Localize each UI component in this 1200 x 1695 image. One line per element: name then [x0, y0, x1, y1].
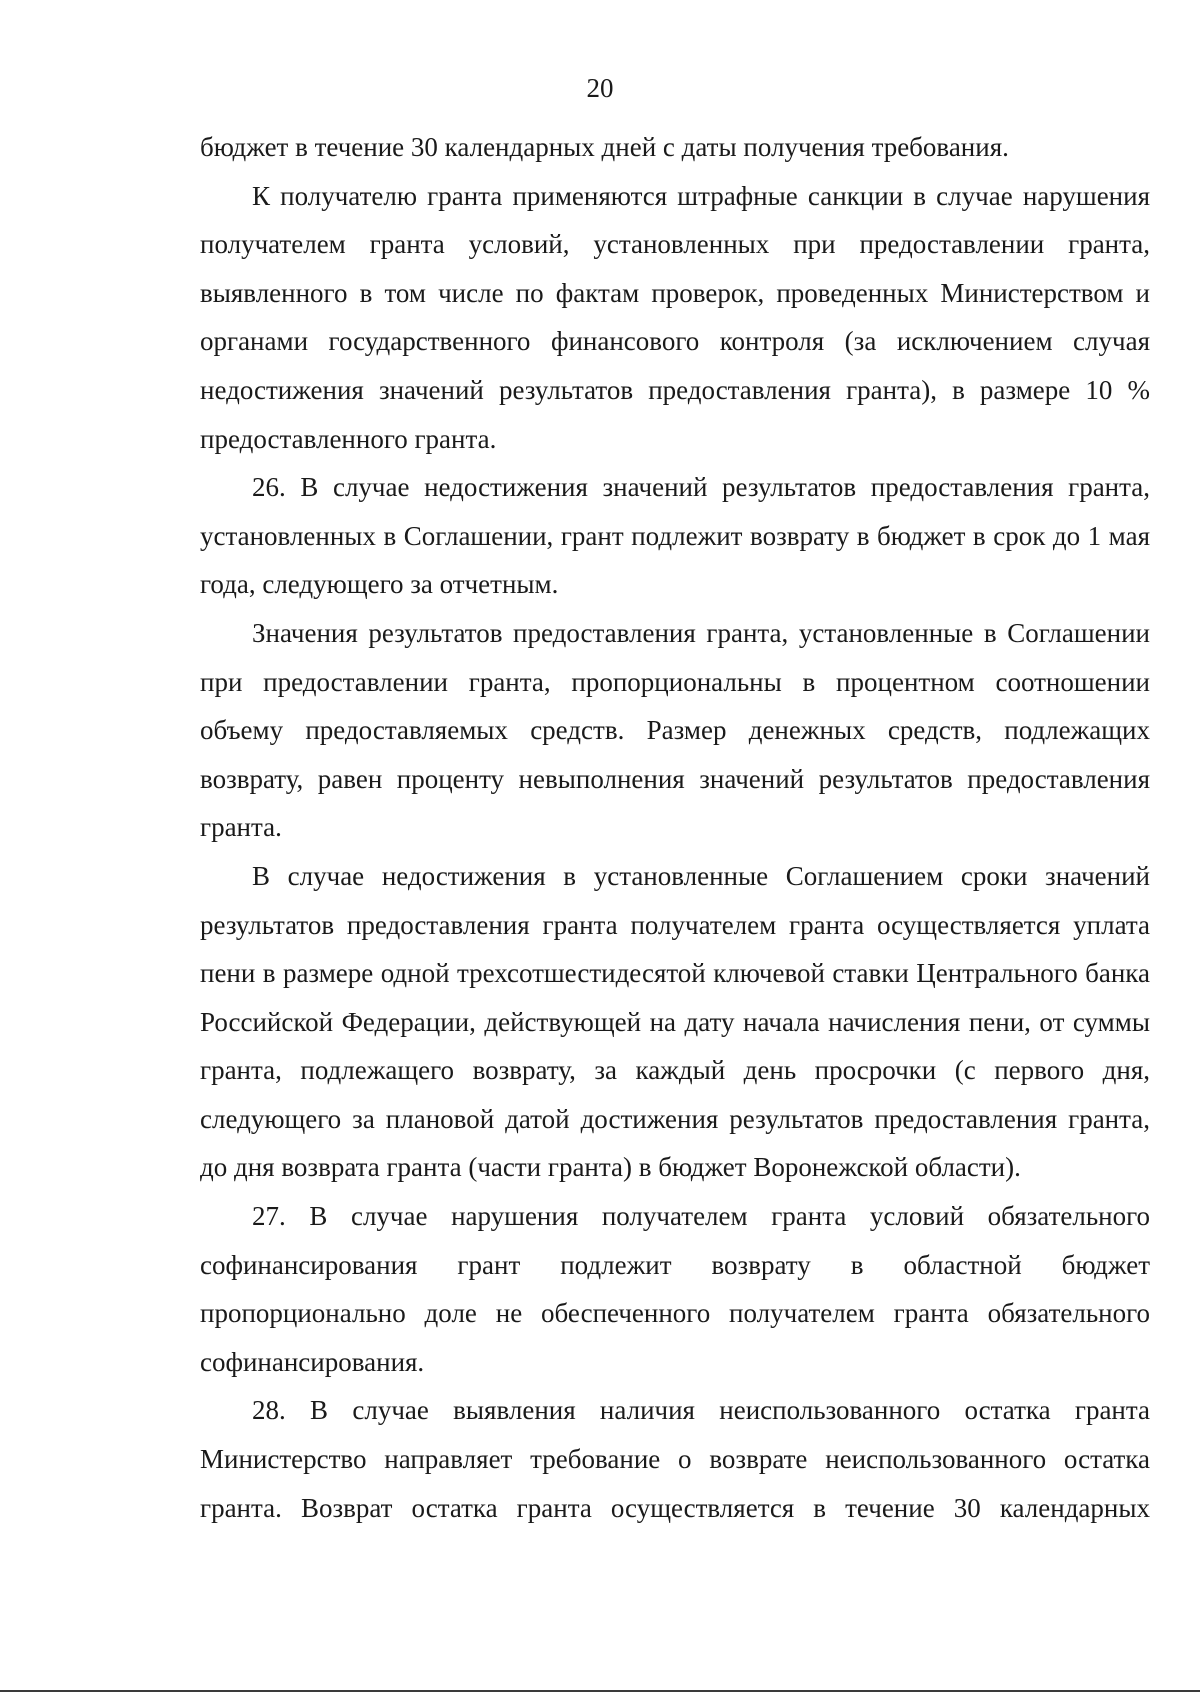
paragraph-26: 26. В случае недостижения значений результатов предоставления гранта, установленных в Соглашении, грант подлежит возврату в бюджет в срок до 1 мая года, следующего за отчетным. [200, 472, 1150, 600]
paragraph-penalty-sanctions: К получателю гранта применяются штрафные санкции в случае нарушения получателем гранта условий, установленных при предоставлении гранта, выявленного в том числе по фактам проверок, проведенных Министерством и органами государственного финансового контроля (за исключением случая недостижения значений результатов предоставления гранта), в размере 10 % предоставленного гранта. [200, 180, 1150, 454]
paragraph-27: 27. В случае нарушения получателем гранта условий обязательного софинансирования грант подлежит возврату в областной бюджет пропорционально доле не обеспеченного получателем гранта обязательного софинансирования. [200, 1201, 1150, 1377]
document-body [200, 123, 1150, 1532]
paragraph-result-values: Значения результатов предоставления гранта, установленные в Соглашении при предоставлении гранта, пропорциональны в процентном соотношении объему предоставляемых средств. Размер денежных средств, подлежащих возврату, равен проценту невыполнения значений результатов предоставления гранта. [200, 617, 1150, 843]
bottom-scan-edge-line [0, 1690, 1200, 1692]
page-number: 20 [586, 73, 614, 103]
paragraph-28: 28. В случае выявления наличия неиспользованного остатка гранта Министерство направляет требование о возврате неиспользованного остатка гранта. Возврат остатка гранта осуществляется в течение 30 календарных [200, 1395, 1150, 1523]
paragraph-continuation: бюджет в течение 30 календарных дней с даты получения требования. [200, 132, 1009, 162]
paragraph-penalty-interest: В случае недостижения в установленные Соглашением сроки значений результатов предоставления гранта получателем гранта осуществляется уплата пени в размере одной трехсотшестидесятой ключевой ставки Центрального банка Российской Федерации, действующей на дату начала начисления пени, от суммы гранта, подлежащего возврату, за каждый день просрочки (с первого дня, следующего за плановой датой достижения результатов предоставления гранта, до дня возврата гранта (части гранта) в бюджет Воронежской области). [200, 860, 1150, 1183]
